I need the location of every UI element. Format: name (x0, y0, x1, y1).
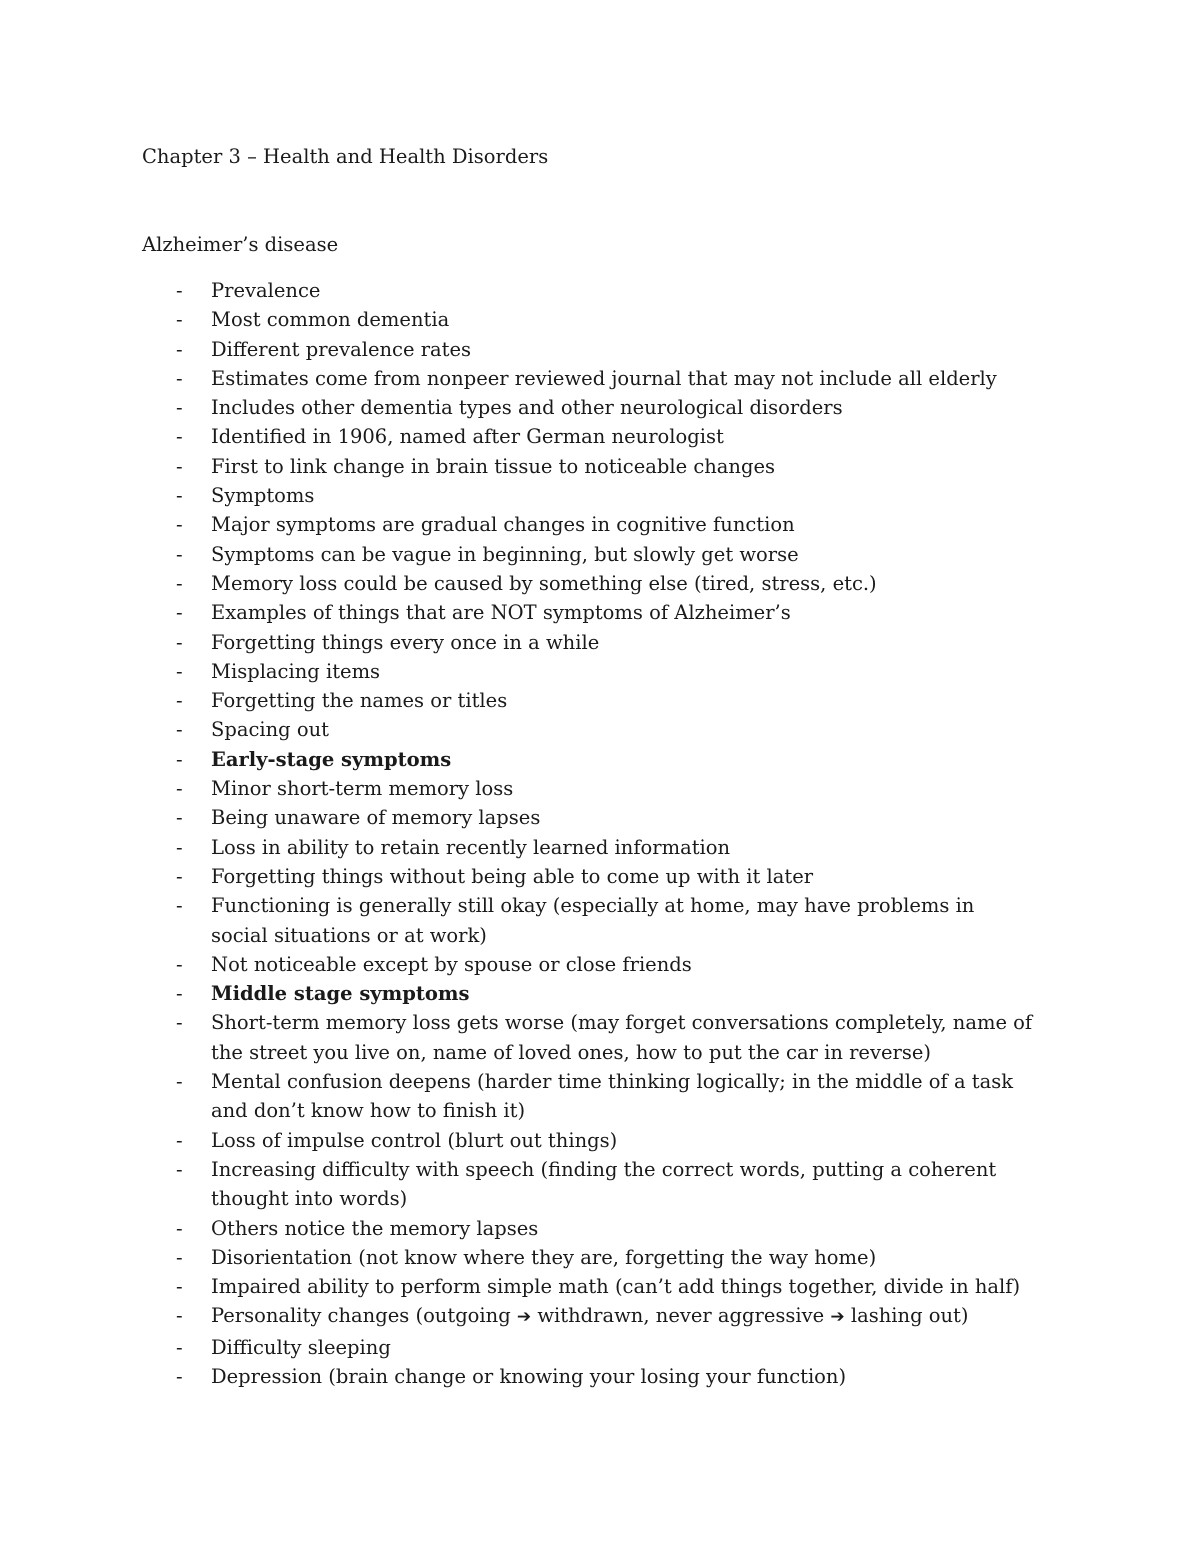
bullet-dash: - (176, 982, 183, 1006)
bullet-dash: - (176, 1304, 183, 1328)
bullet-dash: - (176, 484, 183, 508)
list-item-text: Short-term memory loss gets worse (may forget conversations completely, name of the street you live on, name of loved ones, how to put the car in reverse) (211, 1011, 1033, 1064)
list-item (0, 1362, 1033, 1391)
list-item (0, 715, 1033, 744)
list-item-text: Functioning is generally still okay (especially at home, may have problems in social situations or at work) (211, 894, 975, 947)
bullet-dash: - (176, 308, 183, 332)
subsection-heading: Early-stage symptoms (211, 747, 452, 771)
list-item (0, 452, 1033, 481)
list-item-text: Mental confusion deepens (harder time thinking logically; in the middle of a task and don’t know how to finish it) (211, 1070, 1014, 1123)
list-item-text: Prevalence (211, 279, 321, 302)
list-item (0, 950, 1033, 979)
list-item (0, 1243, 1033, 1272)
bullet-dash: - (176, 542, 183, 566)
bullet-dash: - (176, 1070, 183, 1094)
list-item (0, 745, 1033, 774)
bullet-dash: - (176, 1128, 183, 1152)
list-item-text: Most common dementia (211, 308, 450, 332)
section-heading: Alzheimer’s disease (142, 233, 339, 256)
list-item (0, 276, 1033, 305)
list-item (0, 1126, 1033, 1155)
list-item-text: Increasing difficulty with speech (finding the correct words, putting a coherent thought into words) (211, 1157, 997, 1211)
list-item-text: Forgetting things every once in a while (211, 630, 600, 654)
list-item (0, 862, 1033, 891)
list-item (0, 598, 1033, 627)
list-item-text: Forgetting things without being able to come up with it later (211, 864, 814, 888)
list-item-text: Spacing out (211, 718, 329, 742)
list-item (0, 686, 1033, 715)
list-item-text: Examples of things that are NOT symptoms of Alzheimer’s (211, 601, 791, 625)
list-item-text: Major symptoms are gradual changes in cognitive function (211, 513, 795, 537)
bullet-dash: - (176, 630, 183, 654)
bullet-dash: - (176, 454, 183, 478)
arrow-right-icon: ➔ (830, 1307, 845, 1328)
list-item-text: Different prevalence rates (211, 337, 472, 361)
list-item (0, 774, 1033, 803)
list-item-text: Depression (brain change or knowing your losing your function) (211, 1364, 847, 1388)
bullet-dash: - (176, 425, 183, 449)
bullet-list (0, 276, 1200, 1391)
list-item-text: Misplacing items (211, 659, 381, 683)
list-item-text: First to link change in brain tissue to noticeable changes (211, 454, 776, 478)
bullet-dash: - (176, 718, 183, 742)
list-item (0, 628, 1033, 657)
list-item-text: Symptoms can be vague in beginning, but slowly get worse (211, 542, 799, 566)
list-item (0, 364, 1033, 393)
list-item (0, 979, 1033, 1008)
list-item-text: Estimates come from nonpeer reviewed journal that may not include all elderly (211, 366, 997, 390)
list-item (0, 305, 1033, 334)
list-item (0, 1272, 1033, 1301)
list-item-text: Disorientation (not know where they are, forgetting the way home) (211, 1245, 877, 1269)
subsection-heading: Middle stage symptoms (211, 982, 470, 1006)
list-item (0, 1214, 1033, 1243)
list-item-text: Personality changes (outgoing ➔ withdrawn, never aggressive ➔ lashing out) (211, 1304, 969, 1328)
bullet-dash: - (176, 1364, 183, 1388)
list-item (0, 803, 1033, 832)
list-item-text: Being unaware of memory lapses (211, 806, 541, 830)
list-item (0, 540, 1033, 569)
bullet-dash: - (176, 894, 183, 918)
bullet-dash: - (176, 513, 183, 537)
list-item (0, 481, 1033, 510)
bullet-dash: - (176, 1245, 183, 1269)
list-item (0, 1008, 1033, 1067)
list-item (0, 1333, 1033, 1362)
bullet-dash: - (176, 571, 183, 595)
list-item-text: Impaired ability to perform simple math (can’t add things together, divide in half) (211, 1275, 1021, 1299)
bullet-dash: - (176, 806, 183, 830)
list-item (0, 1301, 1033, 1332)
list-item-text: Identified in 1906, named after German neurologist (211, 425, 724, 449)
bullet-dash: - (176, 835, 183, 859)
bullet-dash: - (176, 366, 183, 390)
bullet-dash: - (176, 337, 183, 361)
list-item-text: Memory loss could be caused by something else (tired, stress, etc.) (211, 571, 877, 595)
list-item-text: Forgetting the names or titles (211, 689, 508, 713)
bullet-dash: - (176, 777, 183, 801)
bullet-dash: - (176, 1275, 183, 1299)
list-item (0, 510, 1033, 539)
list-item-text: Loss in ability to retain recently learned information (211, 835, 731, 859)
list-item (0, 657, 1033, 686)
list-item-text: Symptoms (211, 484, 315, 508)
list-item (0, 833, 1033, 862)
bullet-dash: - (176, 396, 183, 420)
list-item (0, 1155, 1033, 1214)
list-item (0, 335, 1033, 364)
bullet-dash: - (176, 659, 183, 683)
list-item (0, 422, 1033, 451)
bullet-dash: - (176, 689, 183, 713)
list-item-text: Loss of impulse control (blurt out things) (211, 1128, 618, 1152)
bullet-dash: - (176, 601, 183, 625)
list-item-text: Others notice the memory lapses (211, 1216, 539, 1240)
bullet-dash: - (176, 279, 183, 302)
bullet-dash: - (176, 747, 183, 771)
list-item-text: Not noticeable except by spouse or close friends (211, 952, 692, 976)
bullet-dash: - (176, 1011, 183, 1035)
list-item (0, 891, 1033, 950)
list-item-text: Includes other dementia types and other neurological disorders (211, 396, 843, 420)
chapter-title: Chapter 3 – Health and Health Disorders (142, 145, 549, 168)
list-item-text: Difficulty sleeping (211, 1335, 391, 1359)
list-item-text: Minor short-term memory loss (211, 777, 514, 801)
list-item (0, 1067, 1033, 1126)
list-item (0, 393, 1033, 422)
bullet-dash: - (176, 1216, 183, 1240)
bullet-dash: - (176, 864, 183, 888)
list-item (0, 569, 1033, 598)
bullet-dash: - (176, 1335, 183, 1359)
bullet-dash: - (176, 952, 183, 976)
bullet-dash: - (176, 1157, 183, 1181)
arrow-right-icon: ➔ (516, 1307, 532, 1328)
